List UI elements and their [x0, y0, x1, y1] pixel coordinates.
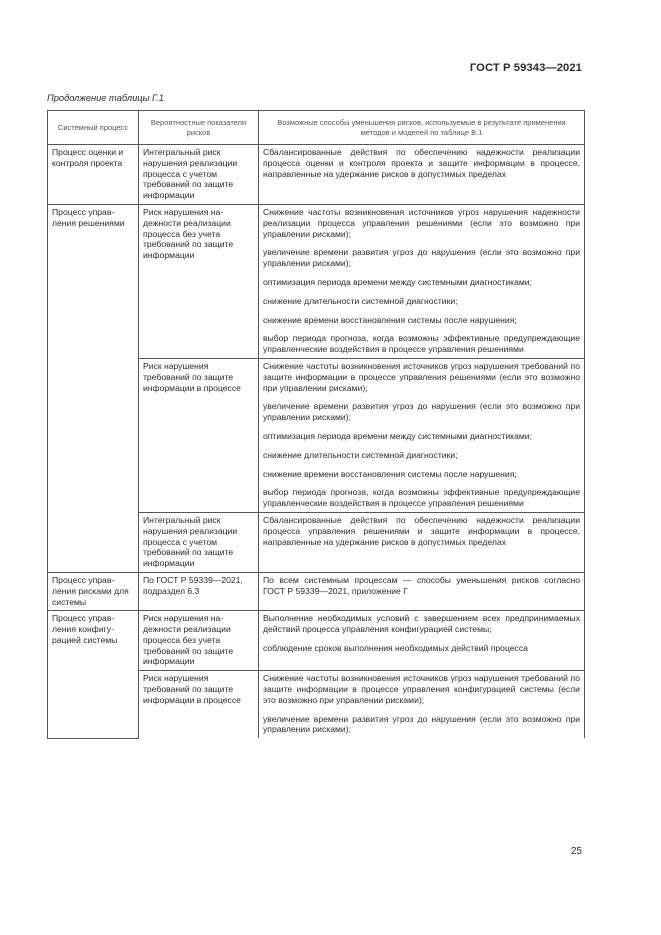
mitigation-methods-cell	[259, 512, 585, 572]
mitigation-method-item: Снижение частоты возникновения источников угроз нарушения надежности реализации процесса управления решениями (если это возможно при управлении рисками);	[263, 206, 580, 239]
risk-indicator-cell: По ГОСТ Р 59339—2021, подраздел 6.3	[139, 572, 259, 610]
page-number: 25	[570, 846, 582, 857]
risk-indicator-cell: Риск нарушения требований по защите информации в процессе	[139, 358, 259, 512]
risk-indicator-cell: Риск нарушения надежности реализации процесса без учета требований по защите информации	[139, 204, 259, 358]
risk-mitigation-table	[47, 110, 585, 739]
standard-header: ГОСТ Р 59343—2021	[469, 62, 582, 74]
mitigation-method-item: выбор периода прогноза, когда возможны эффективные предупреждающие управленческие воздействия в процессе управления решениями	[263, 333, 580, 355]
mitigation-method-item: увеличение времени развития угроз до нарушения (если это возможно при управлении рисками);	[263, 713, 580, 735]
table-row	[48, 204, 585, 358]
mitigation-methods-cell	[259, 572, 585, 610]
risk-indicator-cell: Риск нарушения требований по защите информации в процессе	[139, 671, 259, 738]
system-process-cell: Процесс управления рисками для системы	[48, 572, 139, 610]
mitigation-method-item: Выполнение необходимых условий с завершением всех предпринимаемых действий процесса управления конфигурацией системы;	[263, 613, 580, 635]
table-row	[48, 611, 585, 671]
mitigation-method-item: снижение длительности системной диагностики;	[263, 295, 458, 306]
mitigation-methods-cell	[259, 671, 585, 738]
mitigation-method-item: Сбалансированные действия по обеспечению надежности реализации процесса оценки и контроля проекта и защите информации в процессе, направленные на удержание рисков в допустимых пределах	[263, 147, 580, 179]
mitigation-method-item: По всем системным процессам — способы уменьшения рисков согласно ГОСТ Р 59339—2021, приложение Г	[263, 574, 580, 596]
table-row	[48, 145, 585, 205]
table-body	[48, 145, 585, 739]
system-process-cell: Процесс управления решениями	[48, 204, 139, 572]
mitigation-method-item: увеличение времени развития угроз до нарушения (если это возможно при управлении рисками);	[263, 247, 580, 269]
risk-indicator-cell: Интегральный риск нарушения реализации процесса с учетом требований по защите информации	[139, 512, 259, 572]
risk-indicator-cell: Интегральный риск нарушения реализации процесса с учетом требований по защите информации	[139, 145, 259, 205]
mitigation-method-item: Снижение частоты возникновения источников угроз нарушения требований по защите информации в процессе управления конфигурацией системы (если это возможно при управлении рисками);	[263, 673, 580, 705]
mitigation-method-item: Снижение частоты возникновения источников угроз нарушения требований по защите информации в процессе управления решениями (если это возможно при управлении рисками);	[263, 360, 580, 393]
table-caption: Продолжение таблицы Г.1	[47, 93, 164, 103]
table-header-row	[48, 111, 585, 145]
mitigation-method-item: снижение времени восстановления системы после нарушения;	[263, 314, 517, 325]
risk-indicator-cell: Риск нарушения надежности реализации процесса без учета требований по защите информации	[139, 611, 259, 671]
mitigation-methods-cell	[259, 204, 585, 358]
mitigation-method-item: увеличение времени развития угроз до нарушения (если это возможно при управлении рисками);	[263, 401, 580, 423]
mitigation-method-item: выбор периода прогноза, когда возможны эффективные предупреждающие управленческие воздействия в процессе управления решениями	[263, 487, 580, 509]
mitigation-method-item: снижение длительности системной диагностики;	[263, 449, 458, 460]
header-mitigation-methods: Возможные способы уменьшения рисков, используемые в результате применения методов и моделей по таблице В.1	[259, 111, 585, 145]
mitigation-method-item: оптимизация периода времени между системными диагностиками;	[263, 430, 532, 441]
table-row	[48, 572, 585, 610]
mitigation-method-item: снижение времени восстановления системы после нарушения;	[263, 468, 517, 479]
system-process-cell: Процесс управления конфигурацией системы	[48, 611, 139, 738]
mitigation-methods-cell	[259, 358, 585, 512]
mitigation-method-item: Сбалансированные действия по обеспечению надежности реализации процесса управления решениями и защите информации в процессе, направленные на удержание рисков в допустимых пределах	[263, 514, 580, 547]
mitigation-method-item: соблюдение сроков выполнения необходимых действий процесса	[263, 642, 528, 653]
mitigation-method-item: оптимизация периода времени между системными диагностиками;	[263, 276, 532, 287]
system-process-cell: Процесс оценки и контроля проекта	[48, 145, 139, 205]
header-risk-indicators: Вероятностные показатели рисков	[139, 111, 259, 145]
header-system-process: Системный процесс	[48, 111, 139, 145]
mitigation-methods-cell	[259, 145, 585, 205]
mitigation-methods-cell	[259, 611, 585, 671]
